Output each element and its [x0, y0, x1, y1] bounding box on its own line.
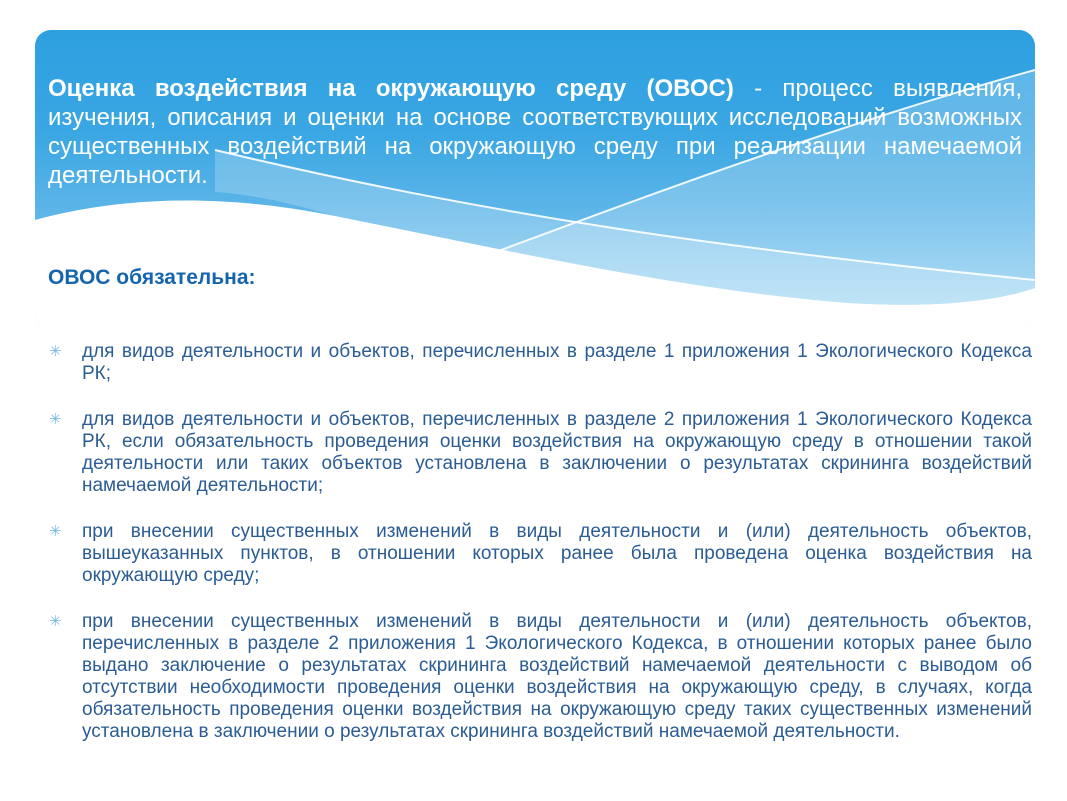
- asterisk-bullet-icon: ✳: [49, 613, 62, 630]
- header-definition-text: [35, 30, 1035, 190]
- section-heading: ОВОС обязательна:: [48, 266, 256, 289]
- bullet-text: при внесении существенных изменений в виды деятельности и (или) деятельность объектов, перечисленных в разделе 2 приложения 1 Экологического Кодекса, в отношении которых ранее было выдано заключение о результатах скрининга воздействий намечаемой деятельности с выводом об отсутствии необходимости проведения оценки воздействия на окружающую среду, в случаях, когда обязательность проведения оценки воздействия на окружающую среду таких существенных изменений установлена в заключении о результатах скрининга воздействий намечаемой деятельности.: [82, 611, 1032, 742]
- list-item: [48, 341, 1032, 385]
- list-item: [48, 409, 1032, 497]
- asterisk-bullet-icon: ✳: [49, 411, 62, 428]
- header-term: Оценка воздействия на окружающую среду (ОВОС): [48, 75, 734, 102]
- bullet-text: для видов деятельности и объектов, перечисленных в разделе 1 приложения 1 Экологического Кодекса РК;: [82, 341, 1032, 384]
- bullet-list: [48, 341, 1032, 767]
- asterisk-bullet-icon: ✳: [49, 523, 62, 540]
- bullet-text: при внесении существенных изменений в виды деятельности и (или) деятельность объектов, вышеуказанных пунктов, в отношении которых ранее была проведена оценка воздействия на окружающую среду;: [82, 521, 1032, 586]
- list-item: [48, 611, 1032, 743]
- list-item: [48, 521, 1032, 587]
- header-definition: - процесс выявления, изучения, описания и оценки на основе соответствующих исследований возможных существенных воздействий на окружающую среду при реализации намечаемой деятельности.: [48, 75, 1022, 189]
- asterisk-bullet-icon: ✳: [49, 343, 62, 360]
- bullet-text: для видов деятельности и объектов, перечисленных в разделе 2 приложения 1 Экологического Кодекса РК, если обязательность проведения оценки воздействия на окружающую среду в отношении такой деятельности или таких объектов установлена в заключении о результатах скрининга воздействий намечаемой деятельности;: [82, 409, 1032, 496]
